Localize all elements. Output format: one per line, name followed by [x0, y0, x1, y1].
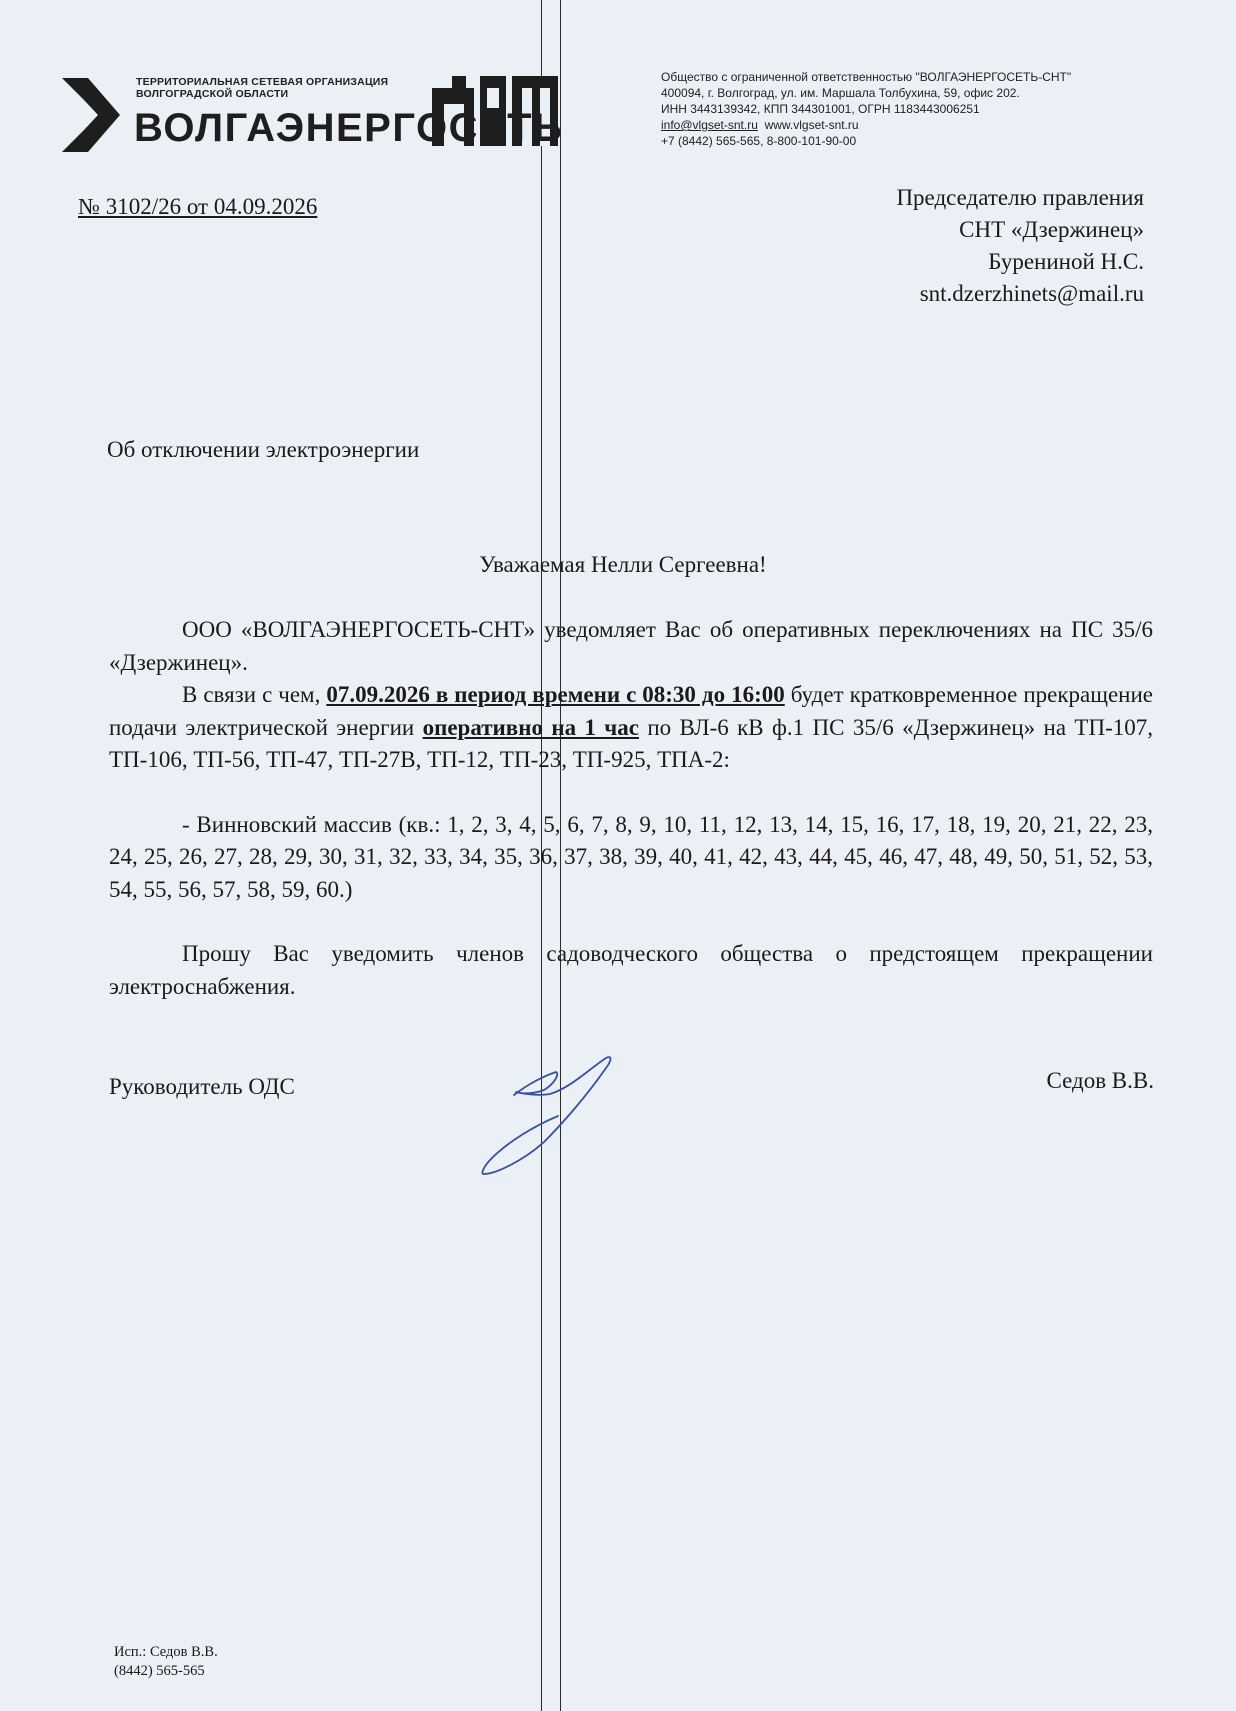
executor-name: Исп.: Седов В.В.: [114, 1644, 218, 1660]
chevron-logo-icon: [62, 78, 122, 152]
body-paragraph-4: Прошу Вас уведомить членов садоводческого общества о предстоящем прекращении электроснабжения.: [109, 941, 1153, 999]
body-p2-middle: будет кратковременное прекращение подачи электрической энергии: [109, 682, 1153, 740]
signer-name: Седов В.В.: [1046, 1068, 1154, 1093]
body-p2-intro: В связи с чем,: [182, 682, 327, 707]
addressee-email: snt.dzerzhinets@mail.ru: [919, 281, 1144, 306]
outage-duration: оперативно на 1 час: [422, 714, 639, 740]
company-address: 400094, г. Волгоград, ул. им. Маршала Толбухина, 59, офис 202.: [661, 86, 1020, 100]
body-paragraph-1: ООО «ВОЛГАЭНЕРГОСЕТЬ-СНТ» уведомляет Вас об оперативных переключениях на ПС 35/6 «Дзержинец».: [109, 617, 1153, 675]
signer-role: Руководитель ОДС: [109, 1074, 295, 1099]
executor-block: [114, 1643, 218, 1681]
logo-company-name: ВОЛГАЭНЕРГОСЕТЬ: [134, 106, 564, 150]
logo-org-line1: ТЕРРИТОРИАЛЬНАЯ СЕТЕВАЯ ОРГАНИЗАЦИЯ: [136, 76, 389, 88]
handwritten-signature: [478, 1050, 678, 1180]
company-legal-name: Общество с ограниченной ответственностью "ВОЛГАЭНЕРГОСЕТЬ-СНТ": [661, 70, 1072, 84]
outage-date-time: 07.09.2026 в период времени с 08:30 до 16:00: [326, 682, 785, 707]
addressee-block: [896, 182, 1144, 310]
addressee-position: Председателю правления: [896, 185, 1144, 210]
company-registration: ИНН 3443139342, КПП 344301001, ОГРН 1183443006251: [661, 102, 980, 116]
body-paragraph-3: - Винновский массив (кв.: 1, 2, 3, 4, 5, 6, 7, 8, 9, 10, 11, 12, 13, 14, 15, 16, 17, 18, 19, 20, 21, 22, 23, 24, 25, 26, 27, 28, 29, 30, 31, 32, 33, 34, 35, 36, 37, 38, 39, 40, 41, 42, 43, 44, 45, 46, 47, 48, 49, 50, 51, 52, 53, 54, 55, 56, 57, 58, 59, 60.): [109, 811, 1153, 902]
greeting-text: Уважаемая Нелли Сергеевна!: [479, 552, 767, 577]
company-phones: +7 (8442) 565-565, 8-800-101-90-00: [661, 134, 857, 148]
letter-body: [109, 614, 1153, 1003]
letter-subject: Об отключении электроэнергии: [107, 437, 420, 462]
company-website[interactable]: www.vlgset-snt.ru: [764, 118, 859, 132]
body-p2-end: по ВЛ-6 кВ ф.1 ПС 35/6 «Дзержинец» на ТП-107, ТП-106, ТП-56, ТП-47, ТП-27В, ТП-12, ТП-23, ТП-925, ТПА-2:: [109, 714, 1153, 772]
executor-phone: (8442) 565-565: [114, 1663, 205, 1679]
company-contacts: [661, 117, 1071, 133]
logo-org-line2: ВОЛГОГРАДСКОЙ ОБЛАСТИ: [136, 88, 289, 100]
greeting: [0, 552, 1236, 578]
addressee-organization: СНТ «Дзержинец»: [959, 217, 1144, 242]
letter-number: № 3102/26 от 04.09.2026: [78, 194, 318, 219]
company-info: [661, 69, 1071, 149]
company-logo: [62, 74, 582, 154]
addressee-name: Бурениной Н.С.: [988, 249, 1144, 274]
company-email-link[interactable]: info@vlgset-snt.ru: [661, 118, 758, 132]
body-paragraph-2: [109, 679, 1153, 777]
